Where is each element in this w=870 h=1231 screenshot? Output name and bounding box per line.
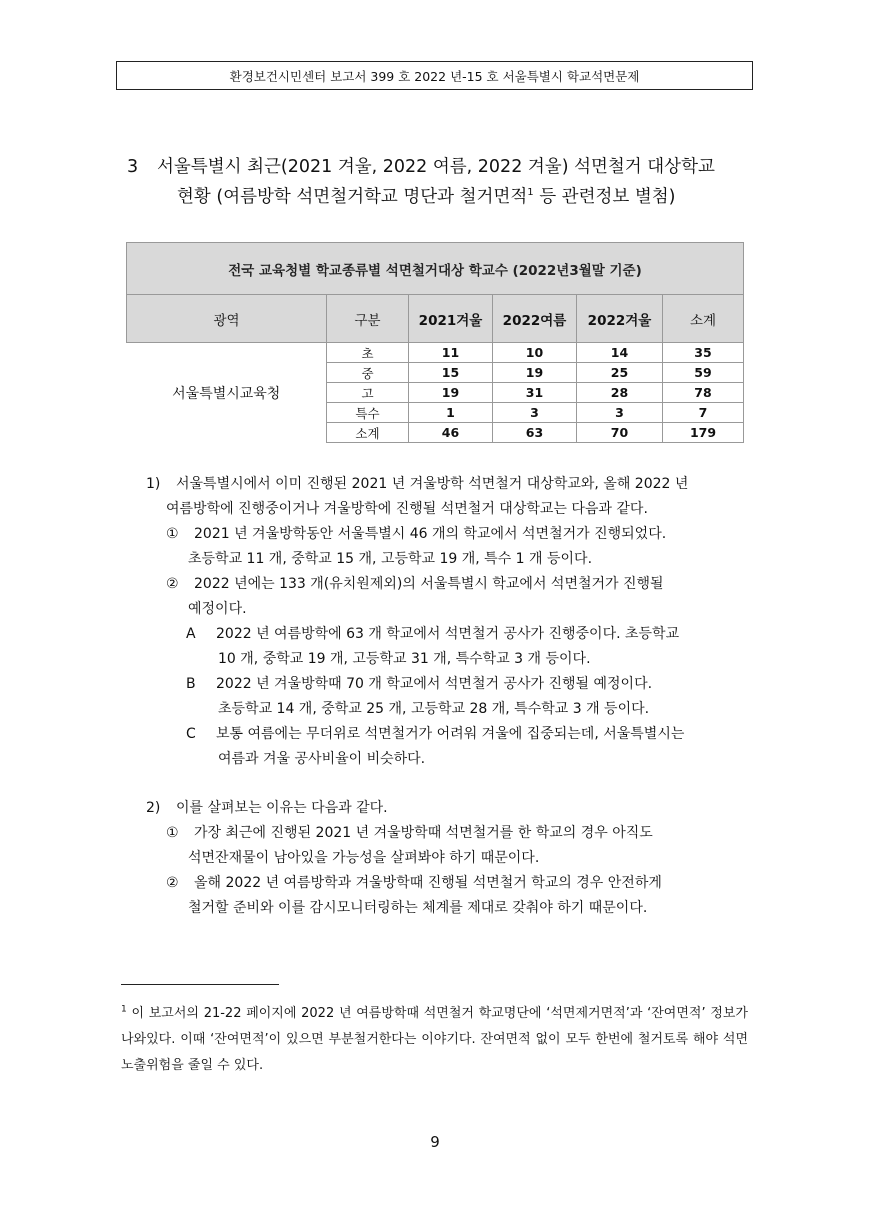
list-item: [146, 821, 746, 846]
value-cell: 14: [577, 343, 663, 363]
footnote-text: 이 보고서의 21-22 페이지에 2022 년 여름방학때 석면철거 학교명단에 ‘석면제거면적’과 ‘잔여면적’ 정보가 나와있다. 이때 ‘잔여면적’이 있으면 부분철거한다는 이야기다. 잔여면적 없이 모두 한번에 철거토록 해야 석면노출위험을 줄일 수 있다.: [121, 1006, 748, 1073]
body-line: 2022 년에는 133 개(유치원제외)의 서울특별시 학교에서 석면철거가 진행될: [194, 576, 664, 592]
region-cell: 서울특별시교육청: [127, 343, 327, 443]
section-number: 3: [127, 157, 139, 177]
list-label: B: [186, 676, 196, 692]
list-item: [146, 472, 746, 497]
section-title: [127, 152, 767, 212]
value-cell: 11: [409, 343, 493, 363]
value-cell: 35: [663, 343, 744, 363]
body-line: 초등학교 14 개, 중학교 25 개, 고등학교 28 개, 특수학교 3 개 등이다.: [218, 701, 650, 717]
col-header-2022-winter: 2022겨울: [577, 295, 663, 343]
body-line: 올해 2022 년 여름방학과 겨울방학때 진행될 석면철거 학교의 경우 안전하게: [194, 875, 662, 891]
section-title-line1: 서울특별시 최근(2021 겨울, 2022 여름, 2022 겨울) 석면철거 대상학교: [157, 157, 715, 177]
value-cell: 46: [409, 423, 493, 443]
value-cell: 19: [493, 363, 577, 383]
body-line: 서울특별시에서 이미 진행된 2021 년 겨울방학 석면철거 대상학교와, 올해 2022 년: [176, 476, 689, 492]
footnote-marker: 1: [121, 1004, 127, 1015]
type-cell: 중: [327, 363, 409, 383]
list-label: 2): [146, 800, 161, 816]
type-cell: 소계: [327, 423, 409, 443]
list-item: [146, 871, 746, 896]
list-item: [146, 522, 746, 547]
value-cell: 78: [663, 383, 744, 403]
value-cell: 59: [663, 363, 744, 383]
section-title-line2: 현황 (여름방학 석면철거학교 명단과 철거면적: [177, 187, 528, 207]
body-line: 예정이다.: [188, 601, 247, 617]
section-title-line2-end: 등 관련정보 별첨): [533, 187, 676, 207]
col-header-type: 구분: [327, 295, 409, 343]
body-line: 가장 최근에 진행된 2021 년 겨울방학때 석면철거를 한 학교의 경우 아직도: [194, 825, 653, 841]
value-cell: 10: [493, 343, 577, 363]
report-header-title: 환경보건시민센터 보고서 399 호 2022 년-15 호 서울특별시 학교석면문제: [229, 68, 640, 84]
col-header-2022-summer: 2022여름: [493, 295, 577, 343]
list-item: [146, 672, 746, 697]
type-cell: 특수: [327, 403, 409, 423]
list-label: ②: [166, 576, 179, 592]
page-number: 9: [430, 1133, 440, 1151]
list-item: [146, 622, 746, 647]
asbestos-schools-table: [126, 242, 744, 443]
list-label: ①: [166, 825, 179, 841]
list-label: 1): [146, 476, 161, 492]
body-line: 철거할 준비와 이를 감시모니터링하는 체계를 제대로 갖춰야 하기 때문이다.: [188, 900, 648, 916]
footnote: [121, 1001, 748, 1079]
list-label: ②: [166, 875, 179, 891]
col-header-subtotal: 소계: [663, 295, 744, 343]
value-cell: 70: [577, 423, 663, 443]
type-cell: 초: [327, 343, 409, 363]
list-label: A: [186, 626, 196, 642]
report-header: [116, 61, 753, 90]
body-line: 초등학교 11 개, 중학교 15 개, 고등학교 19 개, 특수 1 개 등이다.: [188, 551, 593, 567]
value-cell: 31: [493, 383, 577, 403]
value-cell: 1: [409, 403, 493, 423]
list-item: [146, 572, 746, 597]
body-line: 2022 년 겨울방학때 70 개 학교에서 석면철거 공사가 진행될 예정이다.: [216, 676, 653, 692]
table-row: [127, 343, 744, 363]
footnote-divider: [121, 984, 279, 985]
body-line: 10 개, 중학교 19 개, 고등학교 31 개, 특수학교 3 개 등이다.: [218, 651, 591, 667]
list-item: [146, 722, 746, 747]
body-line: 이를 살펴보는 이유는 다음과 같다.: [176, 800, 388, 816]
table-caption: 전국 교육청별 학교종류별 석면철거대상 학교수 (2022년3월말 기준): [127, 243, 744, 295]
body-line: 2021 년 겨울방학동안 서울특별시 46 개의 학교에서 석면철거가 진행되었다.: [194, 526, 667, 542]
body-line: 2022 년 여름방학에 63 개 학교에서 석면철거 공사가 진행중이다. 초등학교: [216, 626, 680, 642]
body-line: 여름과 겨울 공사비율이 비슷하다.: [218, 751, 426, 767]
value-cell: 179: [663, 423, 744, 443]
body-line: 석면잔재물이 남아있을 가능성을 살펴봐야 하기 때문이다.: [188, 850, 540, 866]
list-label: ①: [166, 526, 179, 542]
body-text: [146, 472, 746, 921]
value-cell: 25: [577, 363, 663, 383]
body-line: 보통 여름에는 무더위로 석면철거가 어려워 겨울에 집중되는데, 서울특별시는: [216, 726, 685, 742]
footnote-ref[interactable]: 1: [527, 187, 534, 199]
value-cell: 15: [409, 363, 493, 383]
list-item: [146, 796, 746, 821]
list-label: C: [186, 726, 196, 742]
col-header-region: 광역: [127, 295, 327, 343]
type-cell: 고: [327, 383, 409, 403]
col-header-2021-winter: 2021겨울: [409, 295, 493, 343]
value-cell: 28: [577, 383, 663, 403]
value-cell: 3: [493, 403, 577, 423]
value-cell: 63: [493, 423, 577, 443]
value-cell: 7: [663, 403, 744, 423]
value-cell: 3: [577, 403, 663, 423]
value-cell: 19: [409, 383, 493, 403]
body-line: 여름방학에 진행중이거나 겨울방학에 진행될 석면철거 대상학교는 다음과 같다.: [166, 501, 648, 517]
